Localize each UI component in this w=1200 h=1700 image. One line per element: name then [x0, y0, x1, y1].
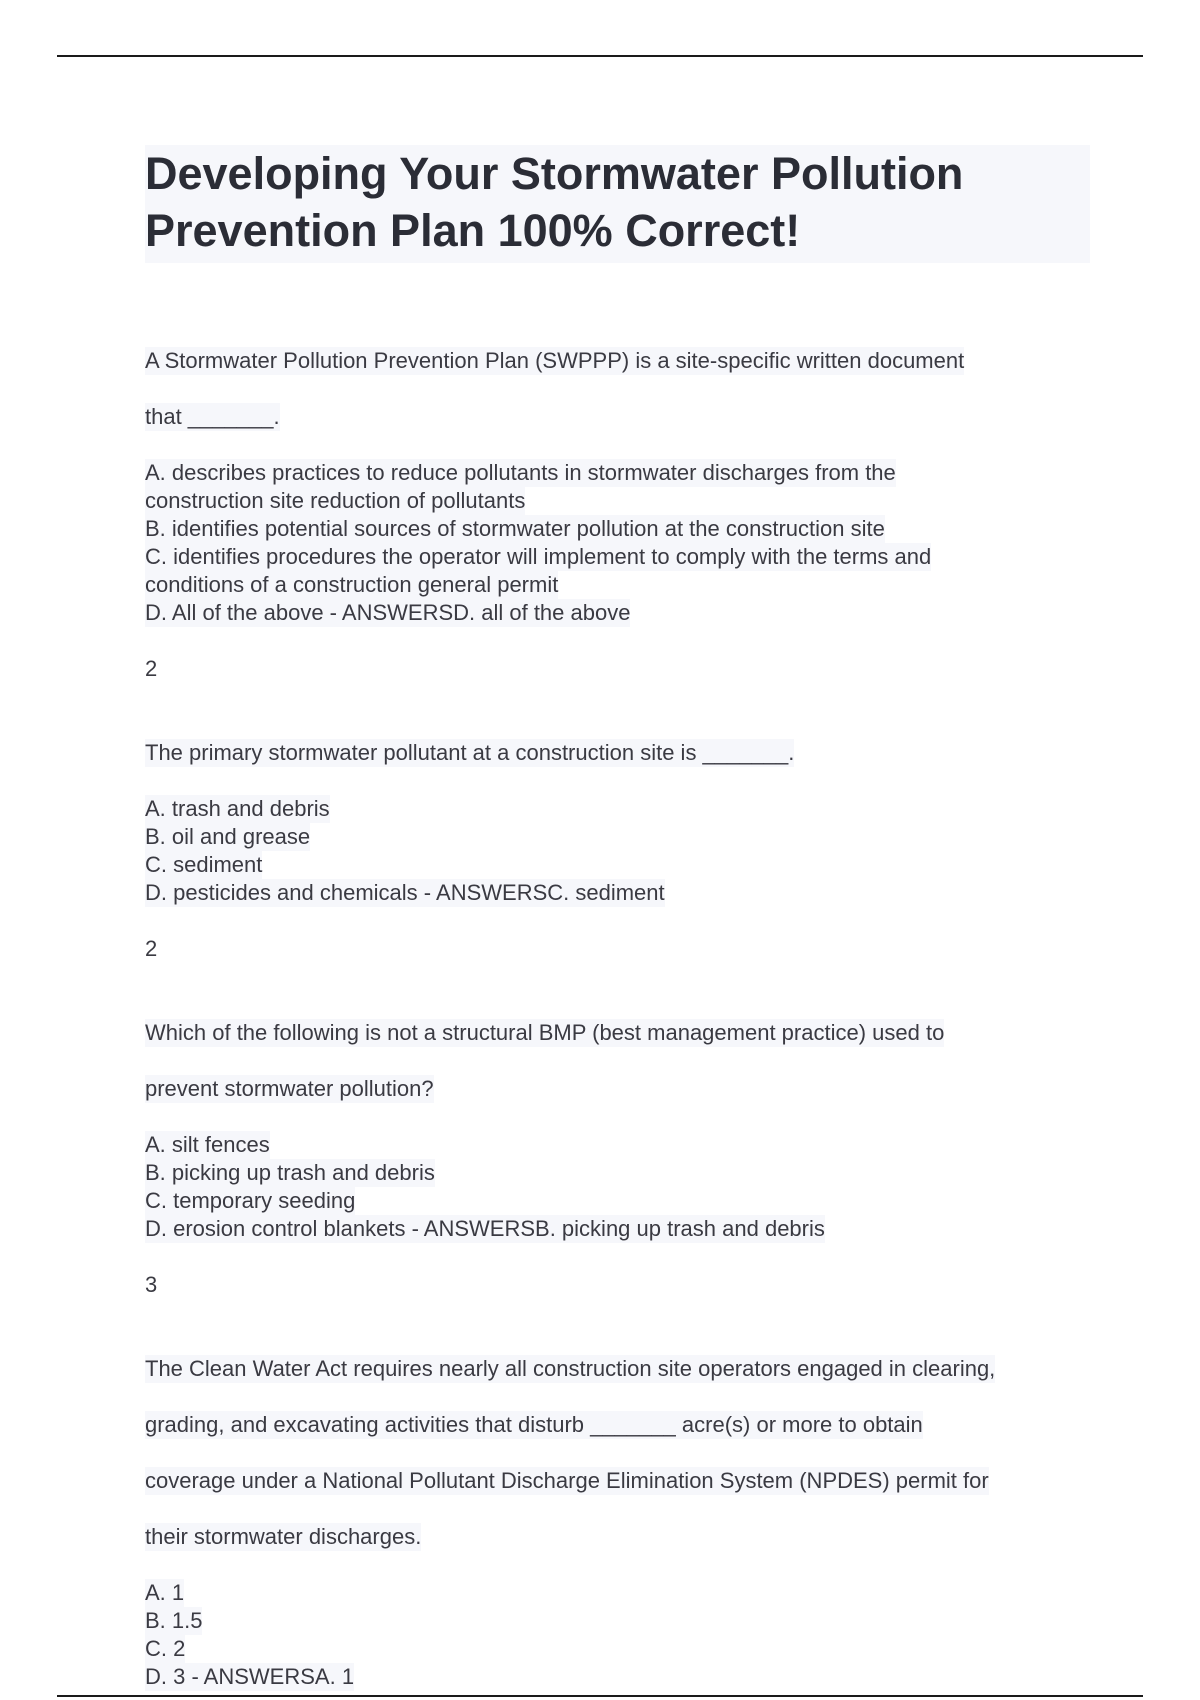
question-prompt-line: A Stormwater Pollution Prevention Plan (SWPPP) is a site-specific written document	[145, 348, 965, 373]
answer-option: A. silt fences	[145, 1132, 270, 1157]
question-block	[145, 319, 1090, 627]
answer-option: construction site reduction of pollutants	[145, 488, 526, 513]
question-prompt-line: their stormwater discharges.	[145, 1524, 422, 1549]
answer-options	[145, 1579, 1090, 1691]
question-score: 2	[145, 936, 158, 961]
answer-option: B. 1.5	[145, 1608, 203, 1633]
question-prompt	[145, 711, 1090, 767]
question-prompt	[145, 1327, 1090, 1551]
question-prompt	[145, 319, 1090, 431]
question-score: 2	[145, 656, 158, 681]
question-prompt-line: coverage under a National Pollutant Discharge Elimination System (NPDES) permit for	[145, 1468, 989, 1493]
answer-option-with-answer: D. All of the above - ANSWERSD. all of the above	[145, 600, 631, 625]
answer-option-with-answer: D. erosion control blankets - ANSWERSB. picking up trash and debris	[145, 1216, 825, 1241]
answer-option: conditions of a construction general permit	[145, 572, 559, 597]
bottom-rule	[57, 1695, 1143, 1697]
answer-option: C. sediment	[145, 852, 263, 877]
answer-option: C. 2	[145, 1636, 186, 1661]
title-block	[145, 145, 1090, 263]
document-title-line-2: Prevention Plan 100% Correct!	[145, 205, 801, 256]
answer-option: A. trash and debris	[145, 796, 330, 821]
document-title-line-1: Developing Your Stormwater Pollution	[145, 148, 964, 199]
question-prompt-line: that _______.	[145, 404, 280, 429]
question-prompt-line: Which of the following is not a structural BMP (best management practice) used to	[145, 1020, 945, 1045]
answer-options	[145, 795, 1090, 907]
answer-option: B. identifies potential sources of stormwater pollution at the construction site	[145, 516, 885, 541]
answer-options	[145, 1131, 1090, 1243]
answer-option: A. 1	[145, 1580, 185, 1605]
answer-option: A. describes practices to reduce pollutants in stormwater discharges from the	[145, 460, 896, 485]
question-score: 3	[145, 1272, 158, 1297]
question-block	[145, 991, 1090, 1243]
answer-option: C. temporary seeding	[145, 1188, 356, 1213]
question-block	[145, 1327, 1090, 1691]
top-rule	[57, 55, 1143, 57]
answer-option: B. picking up trash and debris	[145, 1160, 435, 1185]
answer-option-with-answer: D. pesticides and chemicals - ANSWERSC. sediment	[145, 880, 665, 905]
question-prompt-line: grading, and excavating activities that disturb _______ acre(s) or more to obtain	[145, 1412, 923, 1437]
question-prompt	[145, 991, 1090, 1103]
question-block	[145, 711, 1090, 907]
answer-option: B. oil and grease	[145, 824, 311, 849]
answer-option-with-answer: D. 3 - ANSWERSA. 1	[145, 1664, 355, 1689]
question-prompt-line: The Clean Water Act requires nearly all construction site operators engaged in clearing,	[145, 1356, 996, 1381]
question-prompt-line: The primary stormwater pollutant at a construction site is _______.	[145, 740, 795, 765]
answer-options	[145, 459, 1090, 627]
document-body	[145, 145, 1090, 1691]
answer-option: C. identifies procedures the operator will implement to comply with the terms and	[145, 544, 932, 569]
question-prompt-line: prevent stormwater pollution?	[145, 1076, 434, 1101]
